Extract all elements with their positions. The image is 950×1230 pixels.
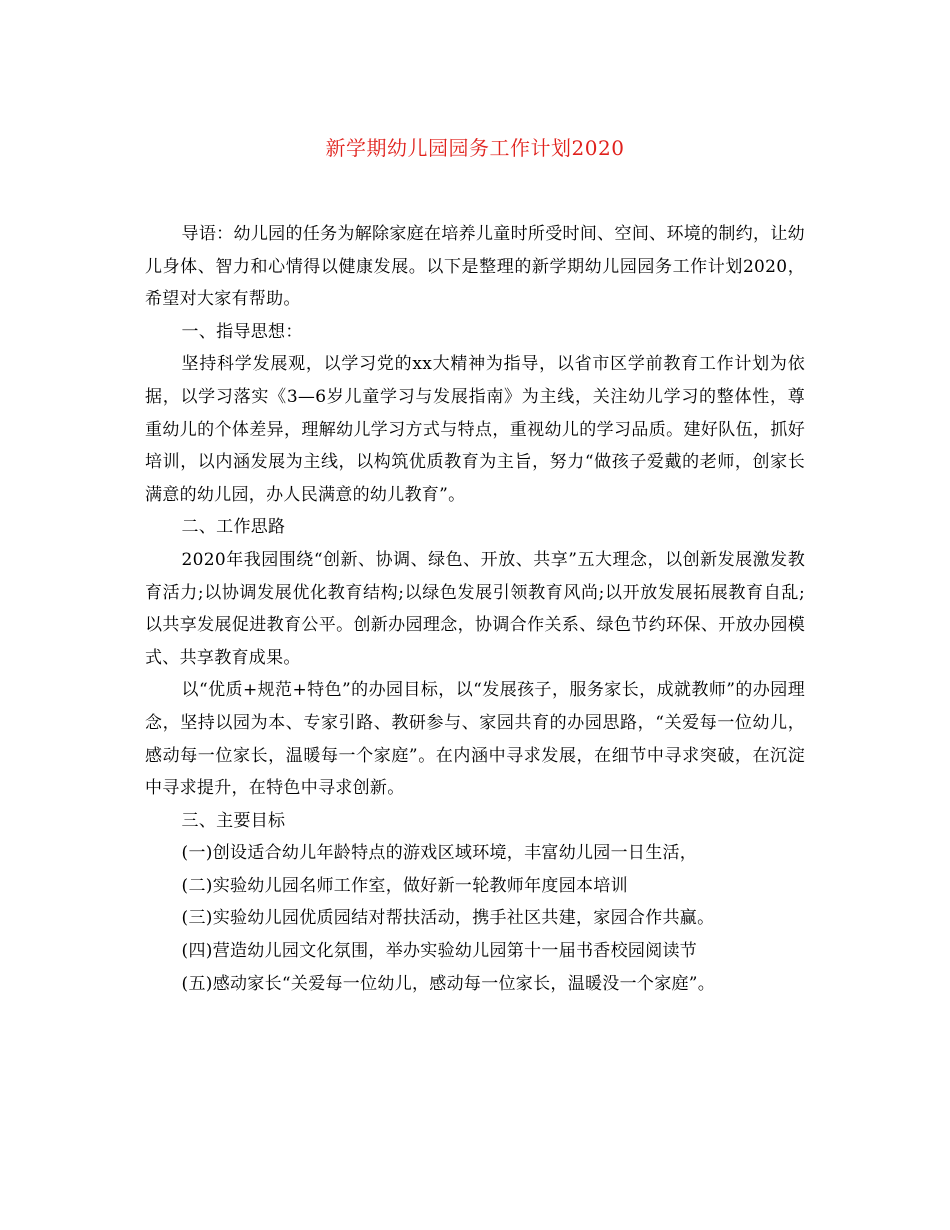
section-heading-guiding-ideology: 一、指导思想： [181,321,303,342]
goal-item-5: (五)感动家长“关爱每一位幼儿，感动每一位家长，温暖没一个家庭”。 [181,973,716,994]
goal-item-4: (四)营造幼儿园文化氛围，举办实验幼儿园第十一届书香校园阅读节 [181,941,698,962]
goal-item-3: (三)实验幼儿园优质园结对帮扶活动，携手社区共建，家园合作共赢。 [181,908,715,929]
goal-item-2: (二)实验幼儿园名师工作室，做好新一轮教师年度园本培训 [181,875,628,896]
section-heading-work-approach: 二、工作思路 [181,517,286,538]
document-title: 新学期幼儿园园务工作计划2020 [325,136,625,160]
work-approach-paragraph-2: 以“优质+规范+特色”的办园目标，以“发展孩子，服务家长，成就教师”的办园理念，坚持以园为本、专家引路、教研参与、家园共育的办园思路，“关爱每一位幼儿，感动每一位家长，温暖每一个家庭”。在内涵中寻求发展，在细节中寻求突破，在沉淀中寻求提升，在特色中寻求创新。 [145,680,805,799]
goal-item-1: (一)创设适合幼儿年龄特点的游戏区域环境，丰富幼儿园一日生活， [181,843,698,864]
intro-paragraph: 导语：幼儿园的任务为解除家庭在培养儿童时所受时间、空间、环境的制约，让幼儿身体、智力和心情得以健康发展。以下是整理的新学期幼儿园园务工作计划2020，希望对大家有帮助。 [145,224,805,310]
document-body [145,218,805,1000]
guiding-ideology-paragraph: 坚持科学发展观，以学习党的xx大精神为指导，以省市区学前教育工作计划为依据，以学习落实《3—6岁儿童学习与发展指南》为主线，关注幼儿学习的整体性，尊重幼儿的个体差异，理解幼儿学习方式与特点，重视幼儿的学习品质。建好队伍，抓好培训，以内涵发展为主线，以构筑优质教育为主旨，努力“做孩子爱戴的老师，创家长满意的幼儿园，办人民满意的幼儿教育”。 [145,354,805,505]
work-approach-paragraph-1: 2020年我园围绕“创新、协调、绿色、开放、共享”五大理念，以创新发展激发教育活力;以协调发展优化教育结构;以绿色发展引领教育风尚;以开放发展拓展教育自乱;以共享发展促进教育公平。创新办园理念，协调合作关系、绿色节约环保、开放办园模式、共享教育成果。 [145,549,805,668]
section-heading-main-goals: 三、主要目标 [181,810,286,831]
